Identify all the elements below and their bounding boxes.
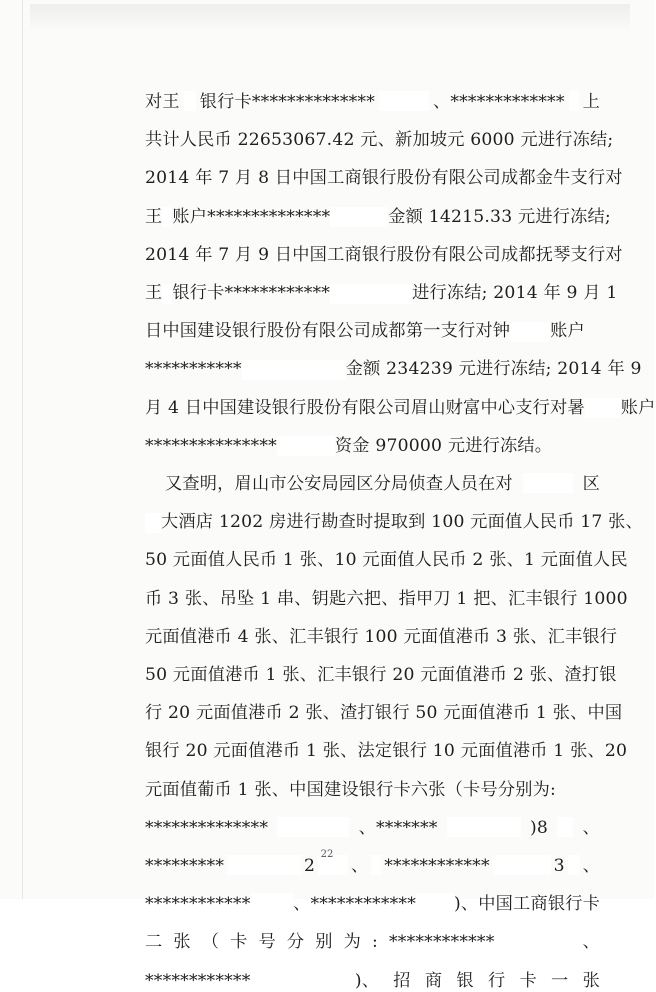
redaction — [145, 513, 161, 533]
redaction — [523, 473, 573, 493]
text-run: 张 — [173, 932, 191, 953]
scan-edge — [22, 0, 23, 899]
text-run: 、 — [582, 817, 600, 838]
redaction — [557, 817, 573, 837]
text-run: 王 — [145, 283, 163, 303]
text-run: )8 — [530, 817, 549, 838]
text-run: ************ — [388, 932, 495, 953]
text-run: 元面值葡币 1 张、中国建设银行卡六张（卡号分别为: — [145, 779, 556, 800]
text-run: 卡 — [519, 970, 537, 991]
line-23 — [145, 931, 600, 953]
text-run: ********* — [145, 856, 225, 876]
text-run: （ — [201, 932, 220, 953]
text-run: 进行冻结; 2014 年 9 月 1 — [412, 283, 618, 303]
redaction — [585, 398, 621, 418]
line-18 — [145, 740, 628, 762]
redaction — [510, 322, 550, 342]
text-run: ************ — [145, 894, 251, 915]
text-run: 金额 14215.33 元进行冻结; — [388, 206, 611, 227]
text-run: 50 元面值港币 1 张、汇丰银行 20 元面值港币 2 张、渣打银 — [145, 665, 617, 685]
text-run: 行 — [487, 970, 506, 991]
text-run: 共计人民币 22653067.42 元、新加坡元 6000 元进行冻结; — [145, 130, 614, 151]
text-run: 3 — [553, 856, 565, 876]
line-05 — [145, 244, 623, 266]
text-run: 2014 年 7 月 8 日中国工商银行股份有限公司成都金牛支行对 — [145, 168, 623, 189]
line-14 — [145, 588, 628, 610]
line-22 — [145, 893, 600, 915]
redaction — [506, 931, 572, 951]
text-run: 、************* — [432, 92, 565, 112]
text-run: 又查明，眉山市公安局园区分局侦查人员在对 — [165, 474, 513, 494]
redaction — [184, 91, 196, 111]
text-run: 上 — [582, 92, 600, 112]
redaction — [242, 360, 346, 380]
text-run: 为 — [343, 932, 362, 953]
text-run: ************ — [145, 970, 251, 991]
text-run: 币 3 张、吊坠 1 串、钥匙六把、指甲刀 1 把、汇丰银行 1000 — [145, 588, 628, 609]
text-run: 金额 234239 元进行冻结; 2014 年 9 — [345, 359, 642, 380]
redaction — [416, 893, 454, 913]
text-run: 2014 年 7 月 9 日中国工商银行股份有限公司成都抚琴支行对 — [145, 244, 623, 265]
text-run: 区 — [582, 474, 600, 494]
text-run: 王 — [145, 206, 163, 227]
line-02 — [145, 129, 614, 151]
text-run: 银行 20 元面值港币 1 张、法定银行 10 元面值港币 1 张、20 — [145, 741, 628, 762]
text-run: )、 — [354, 970, 380, 991]
text-run: 号 — [258, 932, 276, 953]
text-run: 、 — [582, 932, 600, 953]
text-run: 、 — [582, 856, 600, 876]
redaction — [265, 970, 341, 990]
text-run: 银行卡************** — [199, 92, 375, 112]
line-09 — [145, 397, 656, 419]
text-run: ************ — [384, 856, 490, 876]
line-12 — [145, 511, 643, 533]
line-15 — [145, 626, 618, 648]
text-run: 、 — [350, 856, 369, 876]
line-08 — [145, 358, 642, 380]
redaction — [569, 91, 579, 111]
text-run: *********** — [145, 359, 242, 380]
text-run: 商 — [424, 970, 443, 991]
redaction — [251, 893, 294, 913]
line-16 — [145, 664, 617, 686]
line-06 — [145, 282, 618, 304]
redaction — [277, 436, 335, 456]
redaction — [330, 207, 388, 227]
line-19 — [145, 779, 600, 801]
line-24 — [145, 970, 600, 992]
text-run: *************** — [145, 435, 277, 456]
text-run: 账户 — [620, 397, 656, 418]
line-17 — [145, 702, 623, 724]
text-run: 分 — [286, 932, 305, 953]
redaction — [447, 817, 521, 837]
text-run: 日中国建设银行股份有限公司成都第一支行对钟 — [145, 321, 511, 342]
text-run: 账户************** — [172, 206, 331, 227]
text-run: 账户 — [550, 321, 585, 342]
text-run: 银行卡************ — [172, 283, 331, 303]
show-through-shadow — [30, 4, 630, 32]
line-13 — [145, 549, 628, 571]
page-number: 22 — [320, 849, 334, 860]
line-04 — [145, 206, 611, 228]
text-run: 银 — [456, 970, 474, 991]
redaction — [162, 284, 172, 304]
text-run: 对王 — [145, 92, 180, 112]
line-01 — [145, 91, 600, 113]
text-run: 行 20 元面值港币 2 张、渣打银行 50 元面值港币 1 张、中国 — [145, 703, 623, 724]
text-run: 招 — [393, 970, 411, 991]
text-run: 张 — [582, 970, 600, 991]
line-20 — [145, 817, 600, 839]
line-07 — [145, 320, 600, 342]
text-run: 一 — [551, 970, 569, 991]
redaction — [277, 817, 349, 837]
text-run: 资金 970000 元进行冻结。 — [334, 435, 553, 456]
text-run: 二 — [145, 932, 163, 953]
redaction — [162, 207, 172, 227]
text-run: 、******* — [358, 817, 438, 838]
line-11 — [165, 473, 600, 495]
text-run: 卡 — [230, 932, 248, 953]
redaction — [330, 284, 412, 304]
redaction — [379, 91, 429, 111]
text-run: ************** — [145, 817, 269, 838]
text-run: 月 4 日中国建设银行股份有限公司眉山财富中心支行对暑 — [145, 397, 585, 418]
text-run: 别 — [315, 932, 333, 953]
text-run: )、中国工商银行卡 — [453, 894, 600, 915]
text-run: : — [372, 932, 378, 953]
text-run: 50 元面值人民币 1 张、10 元面值人民币 2 张、1 元面值人民 — [145, 550, 628, 571]
line-10 — [145, 435, 600, 457]
line-03 — [145, 167, 623, 189]
text-run: 2 — [304, 856, 316, 876]
text-run: 元面值港币 4 张、汇丰银行 100 元面值港币 3 张、汇丰银行 — [145, 626, 618, 647]
text-run: 、************ — [293, 894, 416, 915]
text-run: 大酒店 1202 房进行勘查时提取到 100 元面值人民币 17 张、 — [161, 512, 643, 533]
